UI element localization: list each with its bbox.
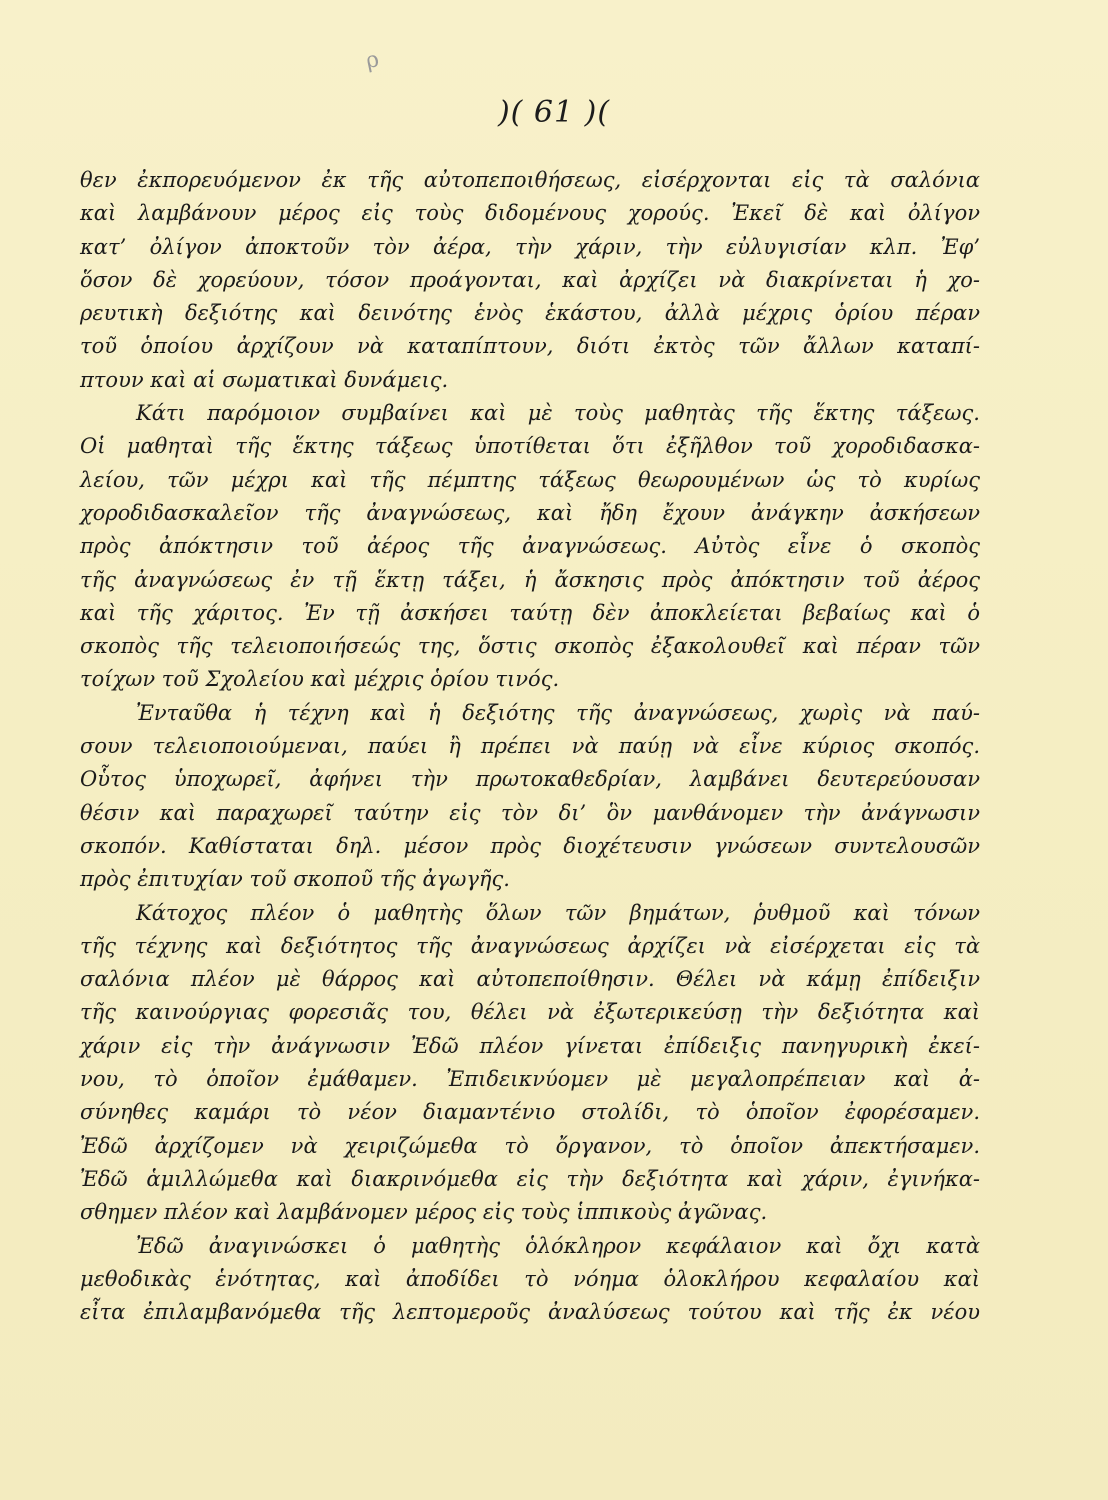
text-line: σουν τελειοποιούμεναι, παύει ἢ πρέπει νὰ παύῃ νὰ εἶνε κύριος σκοπός. xyxy=(80,734,980,759)
page-number: )( 61 )( xyxy=(497,95,611,130)
text-line: σκοπόν. Καθίσταται δηλ. μέσον πρὸς διοχέτευσιν γνώσεων συντελουσῶν xyxy=(80,833,980,858)
text-line: καὶ τῆς χάριτος. Ἐν τῇ ἀσκήσει ταύτῃ δὲν ἀποκλείεται βεβαίως καὶ ὁ xyxy=(80,600,980,625)
text-line: πρὸς ἀπόκτησιν τοῦ ἀέρος τῆς ἀναγνώσεως. Αὐτὸς εἶνε ὁ σκοπὸς xyxy=(80,534,980,559)
text-line: τῆς τέχνης καὶ δεξιότητος τῆς ἀναγνώσεως ἀρχίζει νὰ εἰσέρχεται εἰς τὰ xyxy=(80,933,980,958)
text-line: Οἱ μαθηταὶ τῆς ἕκτης τάξεως ὑποτίθεται ὅτι ἐξῆλθον τοῦ χοροδιδασκα- xyxy=(80,434,980,459)
text-line: τοῦ ὁποίου ἀρχίζουν νὰ καταπίπτουν, διότι ἐκτὸς τῶν ἄλλων καταπί- xyxy=(80,334,980,359)
text-line: Κάτοχος πλέον ὁ μαθητὴς ὅλων τῶν βημάτων, ῥυθμοῦ καὶ τόνων xyxy=(136,900,980,925)
text-line: πτουν καὶ αἱ σωματικαὶ δυνάμεις. xyxy=(80,367,449,392)
text-line: Ἐδῶ ἀρχίζομεν νὰ χειριζώμεθα τὸ ὄργανον, τὸ ὁποῖον ἀπεκτήσαμεν. xyxy=(80,1133,980,1158)
text-line: σαλόνια πλέον μὲ θάρρος καὶ αὐτοπεποίθησιν. Θέλει νὰ κάμῃ ἐπίδειξιν xyxy=(80,967,980,992)
text-line: Ἐδῶ ἁμιλλώμεθα καὶ διακρινόμεθα εἰς τὴν δεξιότητα καὶ χάριν, ἐγινήκα- xyxy=(80,1166,980,1191)
text-line: σύνηθες καμάρι τὸ νέον διαμαντένιο στολίδι, τὸ ὁποῖον ἐφορέσαμεν. xyxy=(80,1100,980,1125)
body-text xyxy=(80,164,980,1329)
text-line: πρὸς ἐπιτυχίαν τοῦ σκοποῦ τῆς ἀγωγῆς. xyxy=(80,867,510,892)
text-line: λείου, τῶν μέχρι καὶ τῆς πέμπτης τάξεως θεωρουμένων ὡς τὸ κυρίως xyxy=(80,467,980,492)
text-line: ὅσον δὲ χορεύουν, τόσον προάγονται, καὶ ἀρχίζει νὰ διακρίνεται ἡ χο- xyxy=(80,267,980,292)
text-line: Ἐδῶ ἀναγινώσκει ὁ μαθητὴς ὁλόκληρον κεφάλαιον καὶ ὄχι κατὰ xyxy=(136,1233,980,1258)
pencil-mark: ρ xyxy=(363,46,382,75)
text-line: καὶ λαμβάνουν μέρος εἰς τοὺς διδομένους χορούς. Ἐκεῖ δὲ καὶ ὀλίγον xyxy=(80,201,980,226)
text-line: σκοπὸς τῆς τελειοποιήσεώς της, ὅστις σκοπὸς ἐξακολουθεῖ καὶ πέραν τῶν xyxy=(80,634,980,659)
text-line: Οὗτος ὑποχωρεῖ, ἀφήνει τὴν πρωτοκαθεδρίαν, λαμβάνει δευτερεύουσαν xyxy=(80,767,980,792)
text-line: μεθοδικὰς ἑνότητας, καὶ ἀποδίδει τὸ νόημα ὁλοκλήρου κεφαλαίου καὶ xyxy=(80,1266,980,1291)
text-line: τοίχων τοῦ Σχολείου καὶ μέχρις ὁρίου τινός. xyxy=(80,667,560,692)
text-line: κατ’ ὀλίγον ἀποκτοῦν τὸν ἀέρα, τὴν χάριν, τὴν εὐλυγισίαν κλπ. Ἐφ’ xyxy=(80,234,980,259)
text-line: χοροδιδασκαλεῖον τῆς ἀναγνώσεως, καὶ ἤδη ἔχουν ἀνάγκην ἀσκήσεων xyxy=(80,500,980,525)
text-line: Ἐνταῦθα ἡ τέχνη καὶ ἡ δεξιότης τῆς ἀναγνώσεως, χωρὶς νὰ παύ- xyxy=(136,700,980,725)
text-line: τῆς ἀναγνώσεως ἐν τῇ ἕκτῃ τάξει, ἡ ἄσκησις πρὸς ἀπόκτησιν τοῦ ἀέρος xyxy=(80,567,980,592)
text-line: θεν ἐκπορευόμενον ἐκ τῆς αὐτοπεποιθήσεως, εἰσέρχονται εἰς τὰ σαλόνια xyxy=(80,168,980,192)
text-line: Κάτι παρόμοιον συμβαίνει καὶ μὲ τοὺς μαθητὰς τῆς ἕκτης τάξεως. xyxy=(136,401,980,426)
text-line: νου, τὸ ὁποῖον ἐμάθαμεν. Ἐπιδεικνύομεν μὲ μεγαλοπρέπειαν καὶ ἀ- xyxy=(80,1067,980,1092)
text-line: εἶτα ἐπιλαμβανόμεθα τῆς λεπτομεροῦς ἀναλύσεως τούτου καὶ τῆς ἐκ νέου xyxy=(80,1300,980,1325)
text-line: τῆς καινούργιας φορεσιᾶς του, θέλει νὰ ἐξωτερικεύσῃ τὴν δεξιότητα καὶ xyxy=(80,1000,980,1025)
text-line: θέσιν καὶ παραχωρεῖ ταύτην εἰς τὸν δι’ ὃν μανθάνομεν τὴν ἀνάγνωσιν xyxy=(80,800,980,825)
text-line: σθημεν πλέον καὶ λαμβάνομεν μέρος εἰς τοὺς ἱππικοὺς ἀγῶνας. xyxy=(80,1200,768,1225)
text-line: ρευτικὴ δεξιότης καὶ δεινότης ἑνὸς ἑκάστου, ἀλλὰ μέχρις ὁρίου πέραν xyxy=(80,301,980,326)
text-line: χάριν εἰς τὴν ἀνάγνωσιν Ἐδῶ πλέον γίνεται ἐπίδειξις πανηγυρικὴ ἐκεί- xyxy=(80,1033,980,1058)
